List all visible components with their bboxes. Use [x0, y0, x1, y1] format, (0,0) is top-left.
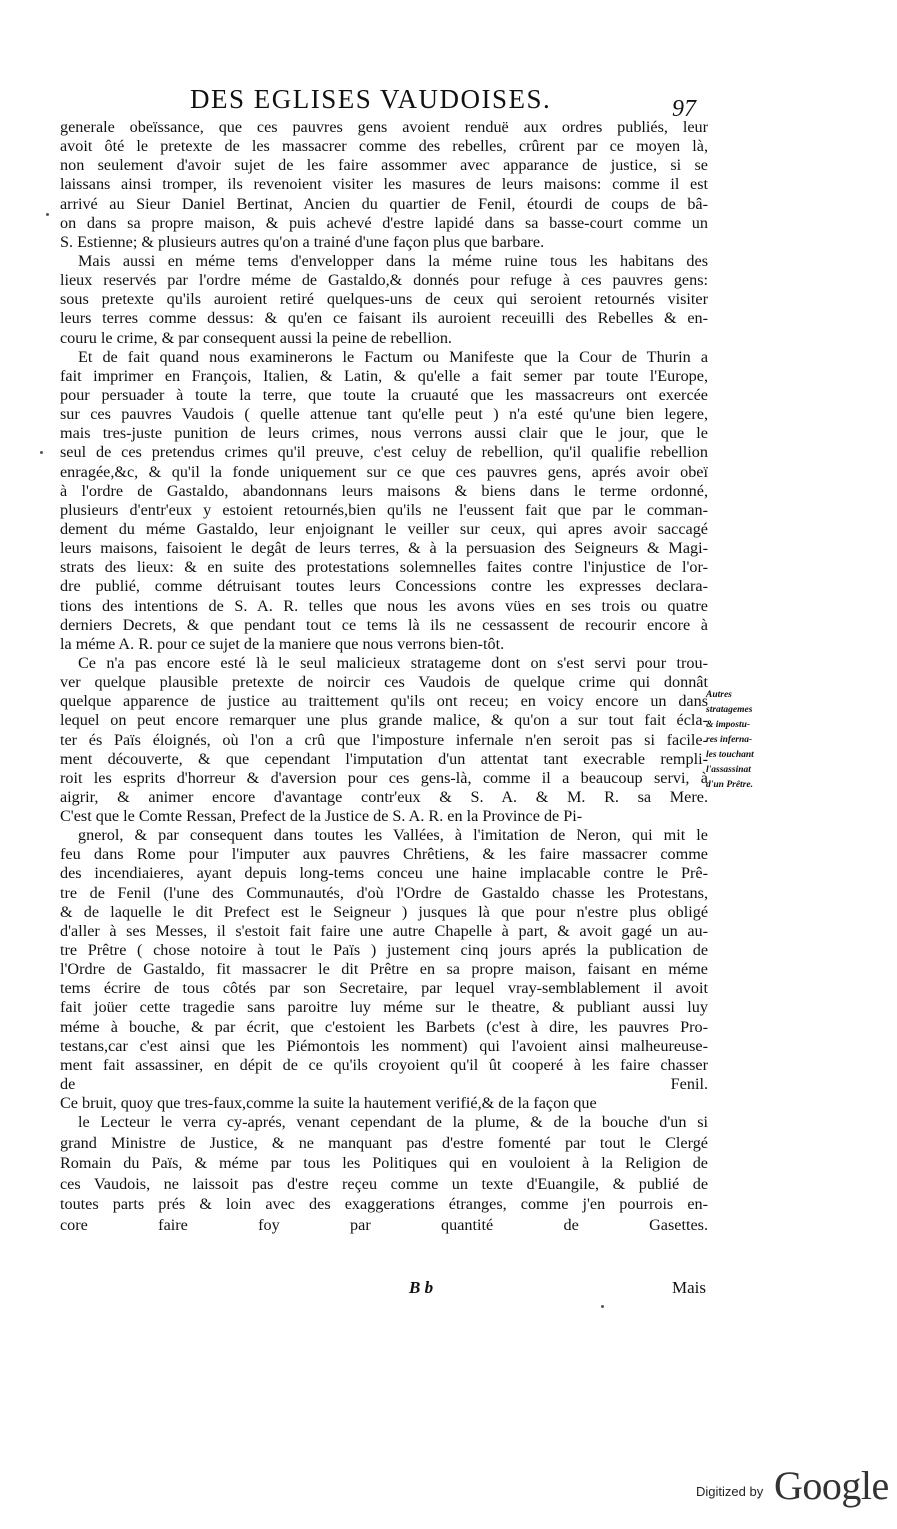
text-line: ment fait assassiner, en dépit de ce qu'ils croyoient qu'il ût cooperé à les faire chasser — [60, 1055, 708, 1074]
body-text — [60, 118, 708, 1236]
text-line: de Fenil. — [60, 1075, 708, 1094]
catchword: Mais — [672, 1278, 706, 1297]
text-line: ver quelque plausible pretexte de noircir ces Vaudois de quelque crime qui donnât — [60, 673, 708, 692]
google-watermark — [696, 1462, 896, 1512]
text-line: laissans ainsi tromper, ils revenoient visiter les masures de leurs maisons: comme il est — [60, 175, 708, 194]
text-line: le Lecteur le verra cy-aprés, venant cependant de la plume, & de la bouche d'un si — [78, 1113, 708, 1132]
text-line: feu dans Rome pour l'imputer aux pauvres Chrêtiens, & les faire massacrer comme — [60, 845, 708, 864]
text-line: Mais aussi en méme tems d'envelopper dans la méme ruine tous les habitans des — [78, 251, 708, 270]
margin-note-line: Autres — [706, 690, 732, 700]
text-line: gnerol, & par consequent dans toutes les Vallées, à l'imitation de Neron, qui mit le — [78, 826, 708, 845]
text-line: Et de fait quand nous examinerons le Factum ou Manifeste que la Cour de Thurin a — [78, 347, 708, 366]
text-line: la méme A. R. pour ce sujet de la maniere que nous verrons bien-tôt. — [60, 634, 505, 653]
text-line: couru le crime, & par consequent aussi la peine de rebellion. — [60, 328, 452, 347]
text-line: arrivé au Sieur Daniel Bertinat, Ancien du quartier de Fenil, étourdi de coups de bâ- — [60, 194, 708, 213]
text-line: Romain du Païs, & méme par tous les Politiques qui en vouloient à la Religion de — [60, 1154, 708, 1173]
text-line: leurs maisons, faisoient le degât de leurs terres, & à la persuasion des Seigneurs & Magi- — [60, 539, 708, 558]
text-line: derniers Decrets, & que pendant tout ce tems là ils ne cessassent de recourir encore à — [60, 615, 708, 634]
text-line: méme à bouche, & par écrit, que c'estoient les Barbets (c'est à dire, les pauvres Pro- — [60, 1017, 708, 1036]
text-line: toutes parts prés & loin avec des exaggerations étranges, comme j'en pourrois en- — [60, 1195, 708, 1214]
margin-note-line: & impostu- — [706, 720, 751, 730]
page-number: 97 — [672, 96, 696, 122]
text-line: roit les esprits d'horreur & d'aversion pour ces gens-là, comme il a beaucoup servi, à — [60, 768, 708, 787]
text-line: quelque apparence de justice au traittement qu'ils ont receu; en voicy encore un dans — [60, 692, 708, 711]
text-line: tions des intentions de S. A. R. telles que nous les avons vües en ses trois ou quatre — [60, 596, 708, 615]
text-line: pour persuader à toute la terre, que toute la cruauté que les massacreurs ont exercée — [60, 385, 708, 404]
margin-note-line: d'un Prêtre. — [706, 780, 753, 790]
text-line: lequel on peut encore remarquer une plus grande malice, & qu'on a sur tout fait écla- — [60, 711, 708, 730]
text-line: d'aller à ses Messes, il s'estoit fait faire une autre Chapelle à part, & avoit gagé un au- — [60, 921, 708, 940]
text-line: l'Ordre de Gastaldo, fit massacrer le dit Prêtre en sa propre maison, faisant en méme — [60, 960, 708, 979]
ink-speck — [601, 1305, 604, 1308]
text-line: Ce bruit, quoy que tres-faux,comme la suite la hautement verifié,& de la façon que — [60, 1094, 597, 1113]
text-line: Ce n'a pas encore esté là le seul malicieux stratageme dont on s'est servi pour trou- — [78, 653, 708, 672]
text-line: core faire foy par quantité de Gasettes. — [60, 1215, 708, 1234]
text-line: ter és Païs éloignés, où l'on a crû que l'imposture infernale n'en seroit pas si facile- — [60, 730, 708, 749]
text-line: avoit ôté le pretexte de les massacrer comme des rebelles, crûrent par ce moyen là, — [60, 137, 708, 156]
watermark-prefix: Digitized by — [696, 1484, 764, 1499]
text-line: ment découverte, & que cependant l'imputation d'un attentat tant execrable rempli- — [60, 749, 708, 768]
running-title: DES EGLISES VAUDOISES. — [190, 84, 552, 114]
margin-note-line: stratagemes — [706, 705, 753, 715]
text-line: C'est que le Comte Ressan, Prefect de la Justice de S. A. R. en la Province de Pi- — [60, 807, 583, 826]
text-line: leurs terres comme dessus: & qu'en ce faisant ils auroient receuilli des Rebelles & en- — [60, 309, 708, 328]
text-line: tems écrire de tous côtés par son Secretaire, par lequel vray-semblablement il avoit — [60, 979, 708, 998]
margin-note — [706, 688, 786, 793]
margin-note-line: res inferna- — [706, 735, 753, 745]
text-line: sur ces pauvres Vaudois ( quelle attenue tant qu'elle peut ) n'a esté qu'une bien legere, — [60, 405, 708, 424]
text-line: tre Prêtre ( chose notoire à tout le Païs ) justement cinq jours aprés la publication de — [60, 941, 708, 960]
margin-note-line: l'assassinat — [706, 765, 751, 775]
text-line: des incendiaieres, ayant depuis long-tems conceu une haine implacable contre le Prê- — [60, 864, 708, 883]
google-logo: Google — [774, 1463, 889, 1508]
text-line: generale obeïssance, que ces pauvres gens avoient renduë aux ordres publiés, leur — [60, 118, 708, 136]
text-line: non seulement d'avoir sujet de les faire assommer avec apparance de justice, si se — [60, 156, 708, 175]
text-line: dre publié, comme détruisant toutes leurs Concessions contre les expresses declara- — [60, 577, 708, 596]
text-line: strats des lieux: & en suite des protestations solemnelles faites contre l'injustice de l'or- — [60, 558, 708, 577]
signature-mark: B b — [409, 1278, 434, 1297]
text-line: lieux reservés par l'ordre méme de Gastaldo,& donnés pour refuge à ces pauvres gens: — [60, 271, 708, 290]
ink-speck — [40, 451, 43, 454]
text-line: fait imprimer en François, Italien, & Latin, & qu'elle a fait semer par toute l'Europe, — [60, 366, 708, 385]
text-line: mais tres-juste punition de leurs crimes, nous verrons aussi clair que le jour, que le — [60, 424, 708, 443]
text-line: fait joüer cette tragedie sans paroitre luy méme sur le theatre, & publiant aussi luy — [60, 998, 708, 1017]
text-line: sous pretexte qu'ils auroient retiré quelques-uns de ceux qui seroient retournés visiter — [60, 290, 708, 309]
text-line: enragée,&c, & qu'il la fonde uniquement sur ce que ces pauvres gens, aprés avoir obeï — [60, 462, 708, 481]
text-line: dement du méme Gastaldo, leur enjoignant le veiller sur ceux, qui apres avoir saccagé — [60, 519, 708, 538]
ink-speck — [46, 213, 49, 216]
text-line: seul de ces pretendus crimes qu'il preuve, c'est celuy de rebellion, qu'il qualifie rebellion — [60, 443, 708, 462]
text-line: plusieurs d'entr'eux y estoient retournés,bien qu'ils ne l'eussent fait que par le comman- — [60, 500, 708, 519]
text-line: grand Ministre de Justice, & ne manquant pas d'estre fomenté par tout le Clergé — [60, 1133, 708, 1152]
text-line: & de laquelle le dit Prefect est le Seigneur ) jusques là que pour n'estre plus obligé — [60, 902, 708, 921]
text-line: S. Estienne; & plusieurs autres qu'on a trainé d'une façon plus que barbare. — [60, 232, 545, 251]
text-line: aigrir, & animer encore d'avantage contr'eux & S. A. & M. R. sa Mere. — [60, 787, 708, 806]
text-line: testans,car c'est ainsi que les Piémontois les nomment) qui l'avoient ainsi malheureuse- — [60, 1036, 708, 1055]
text-line: tre de Fenil (l'une des Communautés, d'où l'Ordre de Gastaldo chasse les Protestans, — [60, 883, 708, 902]
margin-note-line: les touchant — [706, 750, 754, 760]
text-line: on dans sa propre maison, & puis achevé d'estre lapidé dans sa basse-court comme un — [60, 213, 708, 232]
text-line: ces Vaudois, ne laissoit pas d'estre reçeu comme un texte d'Euangile, & publié de — [60, 1174, 708, 1193]
text-line: à l'ordre de Gastaldo, abandonnans leurs maisons & biens dans le terme ordonné, — [60, 481, 708, 500]
